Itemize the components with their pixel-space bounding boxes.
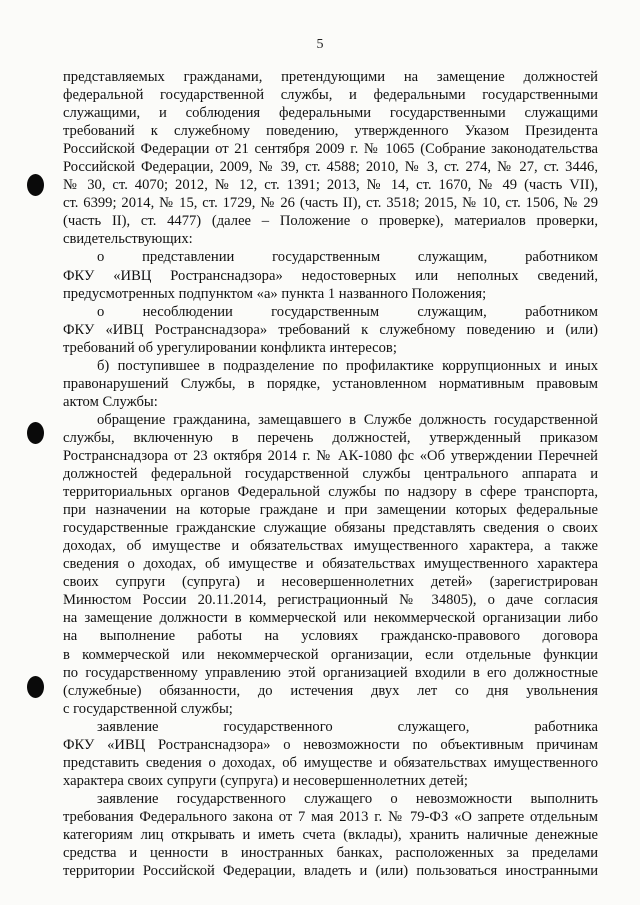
text-line: по государственному управлению этой организацией входили в его должностные: [63, 664, 598, 681]
text-line: представить сведения о доходах, об имуществе и обязательствах имущественного: [63, 754, 598, 771]
text-line: свидетельствующих:: [63, 231, 193, 248]
text-line: Ространснадзора от 23 октября 2014 г. № АК-1080 фс «Об утверждении Перечней: [63, 447, 598, 464]
text-line: федеральной государственной службы, и федеральными государственными: [63, 87, 598, 104]
text-line: на замещение должности в коммерческой или некоммерческой организации либо: [63, 610, 598, 627]
text-line: (служебные) обязанности, до истечения двух лет со дня увольнения: [63, 682, 598, 699]
text-line: (часть II), ст. 4477) (далее – Положение о проверке), материалов проверки,: [63, 213, 598, 230]
text-line: при назначении на которые граждане и при замещении которых федеральные: [63, 502, 598, 519]
text-line: территориальных органов Федеральной службы по надзору в сфере транспорта,: [63, 484, 598, 501]
text-line: актом Службы:: [63, 393, 158, 410]
text-line: своих супруги (супруга) и несовершеннолетних детей» (зарегистрирован: [63, 574, 598, 591]
text-line: территории Российской Федерации, владеть и (или) пользоваться иностранными: [63, 863, 598, 880]
text-line: на выполнение работы на условиях гражданско-правового договора: [63, 628, 598, 645]
text-line: представляемых гражданами, претендующими на замещение должностей: [63, 69, 598, 85]
text-line: характера своих супруги (супруга) и несовершеннолетних детей;: [63, 772, 468, 789]
text-line: должностей федеральной государственной службы центрального аппарата и: [63, 466, 598, 483]
punch-hole-middle: [27, 422, 44, 444]
text-line: ст. 6399; 2014, № 15, ст. 1729, № 26 (часть II), ст. 3518; 2015, № 10, ст. 1506, № 29: [63, 195, 598, 212]
text-line: Минюстом России 20.11.2014, регистрационный № 34805), о даче согласия: [63, 592, 598, 609]
text-line: в коммерческой или некоммерческой организации, если отдельные функции: [63, 646, 598, 663]
text-line: № 30, ст. 4070; 2012, № 12, ст. 1391; 2013, № 14, ст. 1670, № 49 (часть VII),: [63, 177, 598, 194]
text-line: ФКУ «ИВЦ Ространснадзора» о невозможности по объективным причинам: [63, 736, 598, 753]
text-line: Российской Федерации от 21 сентября 2009 г. № 1065 (Собрание законодательства: [63, 141, 598, 158]
text-line: заявление государственного служащего, работника: [97, 718, 598, 735]
punch-hole-top: [27, 174, 44, 196]
text-line: требования Федерального закона от 7 мая 2013 г. № 79-ФЗ «О запрете отдельным: [63, 808, 598, 825]
text-line: ФКУ «ИВЦ Ространснадзора» недостоверных или неполных сведений,: [63, 267, 598, 284]
text-line: требований к служебному поведению, утвержденного Указом Президента: [63, 123, 598, 140]
text-line: требований об урегулировании конфликта интересов;: [63, 339, 397, 356]
text-line: доходах, об имуществе и обязательствах имущественного характера, а также: [63, 538, 598, 555]
text-line: ФКУ «ИВЦ Ространснадзора» требований к служебному поведению и (или): [63, 321, 598, 338]
text-line: о несоблюдении государственным служащим, работником: [97, 303, 598, 320]
text-line: службы, включенную в перечень должностей, утвержденный приказом: [63, 429, 598, 446]
text-line: заявление государственного служащего о невозможности выполнить: [97, 790, 598, 807]
text-line: б) поступившее в подразделение по профилактике коррупционных и иных: [97, 357, 598, 374]
text-line: предусмотренных подпунктом «а» пункта 1 названного Положения;: [63, 285, 487, 302]
text-line: с государственной службы;: [63, 700, 233, 717]
punch-hole-bottom: [27, 676, 44, 698]
text-line: государственные гражданские служащие обязаны представлять сведения о своих: [63, 520, 598, 537]
text-line: Российской Федерации, 2009, № 39, ст. 4588; 2010, № 3, ст. 274, № 27, ст. 3446,: [63, 159, 598, 176]
text-line: категориям лиц открывать и иметь счета (вклады), хранить наличные денежные: [63, 826, 598, 843]
text-line: служащими, и соблюдения федеральными государственными служащими: [63, 105, 598, 122]
text-line: средства и ценности в иностранных банках, расположенных за пределами: [63, 845, 598, 862]
document-body: [63, 68, 598, 880]
text-line: правонарушений Службы, в порядке, установленном нормативным правовым: [63, 375, 598, 392]
text-line: обращение гражданина, замещавшего в Службе должность государственной: [97, 411, 598, 428]
text-line: сведения о доходах, об имуществе и обязательствах имущественного характера: [63, 556, 598, 573]
text-line: о представлении государственным служащим, работником: [97, 249, 598, 266]
page-number: 5: [316, 37, 324, 52]
